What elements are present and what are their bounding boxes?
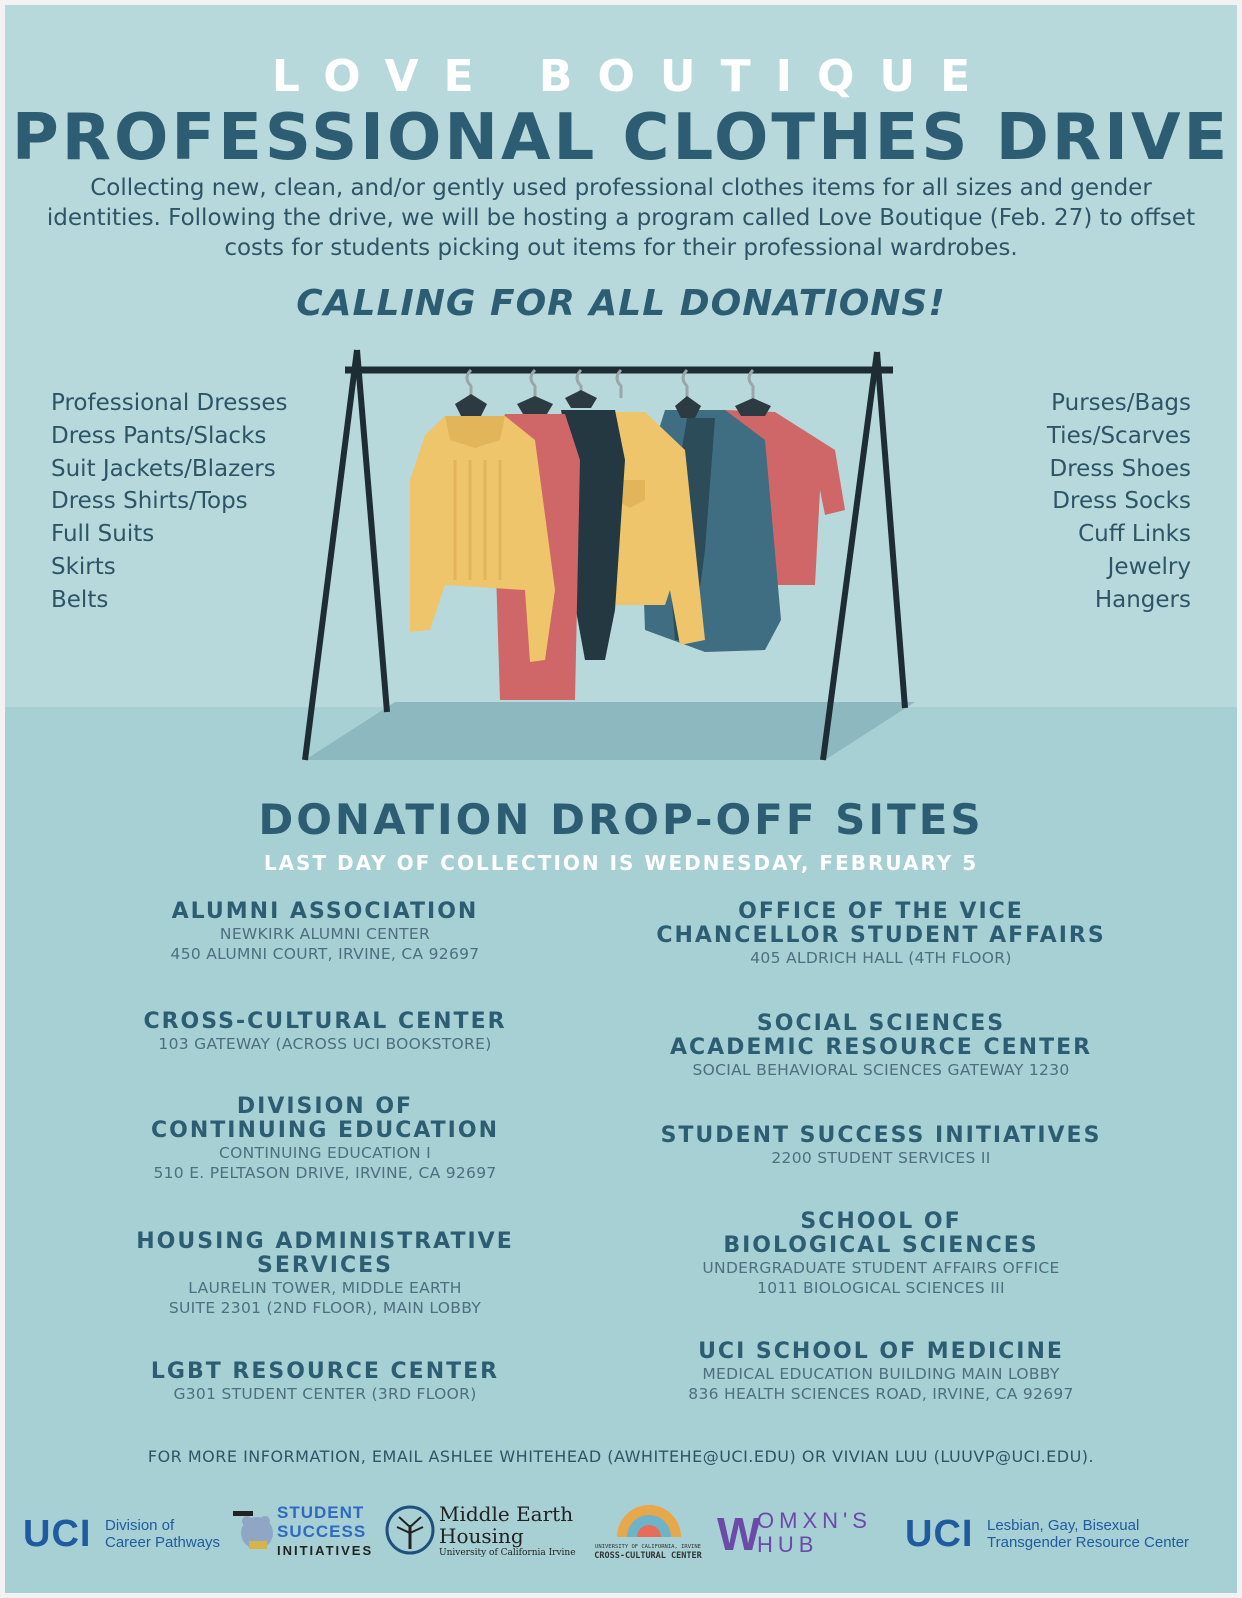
womxn-w-letter: W	[717, 1508, 761, 1560]
list-item: Dress Shoes	[1049, 455, 1191, 482]
site-housing-administrative-services	[45, 1230, 605, 1318]
sunburst-icon	[609, 1497, 689, 1539]
site-address: 103 GATEWAY (ACROSS UCI BOOKSTORE)	[158, 1035, 492, 1053]
site-address: 405 ALDRICH HALL (4TH FLOOR)	[750, 949, 1012, 967]
logo-text: Lesbian, Gay, Bisexual	[987, 1517, 1140, 1534]
logo-text: Career Pathways	[105, 1534, 221, 1551]
last-day-notice: LAST DAY OF COLLECTION IS WEDNESDAY, FEBRUARY 5	[263, 851, 979, 875]
site-vice-chancellor-student-affairs	[601, 900, 1161, 968]
site-name: LGBT RESOURCE CENTER	[150, 1359, 500, 1384]
site-name: CROSS-CULTURAL CENTER	[143, 1009, 507, 1034]
list-item: Suit Jackets/Blazers	[51, 455, 276, 482]
tree-icon	[385, 1505, 435, 1555]
site-social-sciences-arc	[601, 1012, 1161, 1080]
site-address: G301 STUDENT CENTER (3RD FLOOR)	[173, 1385, 477, 1403]
site-name: DIVISION OF CONTINUING EDUCATION	[151, 1094, 499, 1143]
site-address: 836 HEALTH SCIENCES ROAD, IRVINE, CA 92697	[688, 1385, 1074, 1403]
logo-text: INITIATIVES	[277, 1543, 374, 1558]
site-name: ALUMNI ASSOCIATION	[171, 899, 479, 924]
site-name: STUDENT SUCCESS INITIATIVES	[660, 1123, 1102, 1148]
list-item: Dress Pants/Slacks	[51, 422, 267, 449]
lgbt-text	[987, 1517, 1217, 1551]
hanger	[565, 390, 597, 408]
site-name: OFFICE OF THE VICE CHANCELLOR STUDENT AFFAIRS	[656, 899, 1106, 948]
site-school-of-medicine	[601, 1340, 1161, 1404]
yellow-sweater	[410, 416, 555, 662]
list-item: Ties/Scarves	[1046, 422, 1191, 449]
site-biological-sciences	[601, 1210, 1161, 1298]
logo-text: SUCCESS	[277, 1522, 367, 1541]
site-alumni-association	[45, 900, 605, 964]
hanger-hooks	[467, 370, 753, 398]
site-name: SCHOOL OF BIOLOGICAL SCIENCES	[723, 1209, 1039, 1258]
contact-info: FOR MORE INFORMATION, EMAIL ASHLEE WHITEHEAD (AWHITEHE@UCI.EDU) OR VIVIAN LUU (LUUVP@UCI.EDU).	[147, 1447, 1095, 1466]
logo-text: Housing	[439, 1524, 524, 1548]
site-address: SOCIAL BEHAVIORAL SCIENCES GATEWAY 1230	[692, 1061, 1070, 1079]
site-address: 510 E. PELTASON DRIVE, IRVINE, CA 92697	[153, 1164, 497, 1182]
logo-text: HUB	[757, 1532, 819, 1557]
meh-text	[439, 1503, 579, 1559]
dropoff-title: DONATION DROP-OFF SITES	[258, 795, 984, 844]
site-name: UCI SCHOOL OF MEDICINE	[698, 1339, 1064, 1364]
site-address: UNDERGRADUATE STUDENT AFFAIRS OFFICE	[702, 1259, 1060, 1277]
uci-wordmark: UCI	[23, 1513, 92, 1555]
list-item: Full Suits	[51, 521, 155, 548]
bear-mascot-icon	[229, 1507, 279, 1557]
list-item: Dress Socks	[1052, 488, 1191, 515]
rack-leg	[357, 350, 387, 712]
site-cross-cultural-center	[45, 1010, 605, 1054]
logo-text: OMXN'S	[757, 1508, 872, 1533]
clothes-rack-illustration	[295, 340, 935, 770]
list-item: Hangers	[1094, 586, 1191, 613]
logo-text: CROSS-CULTURAL CENTER	[594, 1551, 702, 1561]
items-list-left	[51, 387, 287, 617]
logo-text: STUDENT	[277, 1503, 365, 1522]
list-item: Professional Dresses	[51, 390, 288, 416]
list-item: Purses/Bags	[1051, 390, 1191, 416]
hanger	[517, 396, 553, 414]
site-continuing-education	[45, 1095, 605, 1183]
drive-title: PROFESSIONAL CLOTHES DRIVE	[11, 101, 1231, 175]
site-lgbt-resource-center	[45, 1360, 605, 1404]
ccc-text	[583, 1543, 713, 1561]
rack-leg	[877, 352, 905, 708]
list-item: Belts	[51, 586, 109, 613]
logo-text: Middle Earth	[439, 1502, 574, 1526]
rack-leg	[305, 350, 357, 760]
list-item: Jewelry	[1107, 553, 1191, 580]
list-item: Dress Shirts/Tops	[51, 488, 248, 515]
hanger	[735, 398, 771, 416]
site-address: LAURELIN TOWER, MIDDLE EARTH	[188, 1279, 462, 1297]
poster	[5, 5, 1237, 1593]
logo-text: Division of	[105, 1517, 175, 1534]
site-address: 2200 STUDENT SERVICES II	[771, 1149, 991, 1167]
site-address: CONTINUING EDUCATION I	[219, 1144, 431, 1162]
sponsor-logos	[5, 1495, 1237, 1585]
intro-text: Collecting new, clean, and/or gently used professional clothes items for all sizes and gender identities. Following the drive, we will be hosting a program called Love Boutique (Feb. 27) to offset costs for students picking out items for their professional wardrobes.	[46, 175, 1196, 261]
calling-heading: CALLING FOR ALL DONATIONS!	[296, 283, 946, 324]
site-address: NEWKIRK ALUMNI CENTER	[219, 925, 431, 943]
site-address: MEDICAL EDUCATION BUILDING MAIN LOBBY	[702, 1365, 1060, 1383]
uci-wordmark: UCI	[905, 1513, 974, 1555]
career-pathways-text	[105, 1517, 245, 1551]
site-address: 450 ALUMNI COURT, IRVINE, CA 92697	[170, 945, 480, 963]
list-item: Skirts	[51, 553, 116, 580]
site-address: SUITE 2301 (2ND FLOOR), MAIN LOBBY	[168, 1299, 482, 1317]
items-list-right	[1047, 387, 1191, 617]
logo-text: UNIVERSITY OF CALIFORNIA, IRVINE	[595, 1544, 701, 1550]
site-name: HOUSING ADMINISTRATIVE SERVICES	[136, 1229, 514, 1278]
list-item: Cuff Links	[1078, 521, 1191, 548]
womxn-text	[757, 1509, 897, 1557]
logo-text: Transgender Resource Center	[987, 1534, 1190, 1551]
site-address: 1011 BIOLOGICAL SCIENCES III	[757, 1279, 1005, 1297]
hanger	[455, 394, 487, 416]
rack-leg	[823, 352, 877, 760]
site-name: SOCIAL SCIENCES ACADEMIC RESOURCE CENTER	[669, 1011, 1093, 1060]
ssi-text	[277, 1503, 387, 1560]
logo-text: University of California Irvine	[439, 1548, 576, 1558]
brand-title: LOVE BOUTIQUE	[271, 51, 996, 102]
site-student-success-initiatives	[601, 1124, 1161, 1168]
